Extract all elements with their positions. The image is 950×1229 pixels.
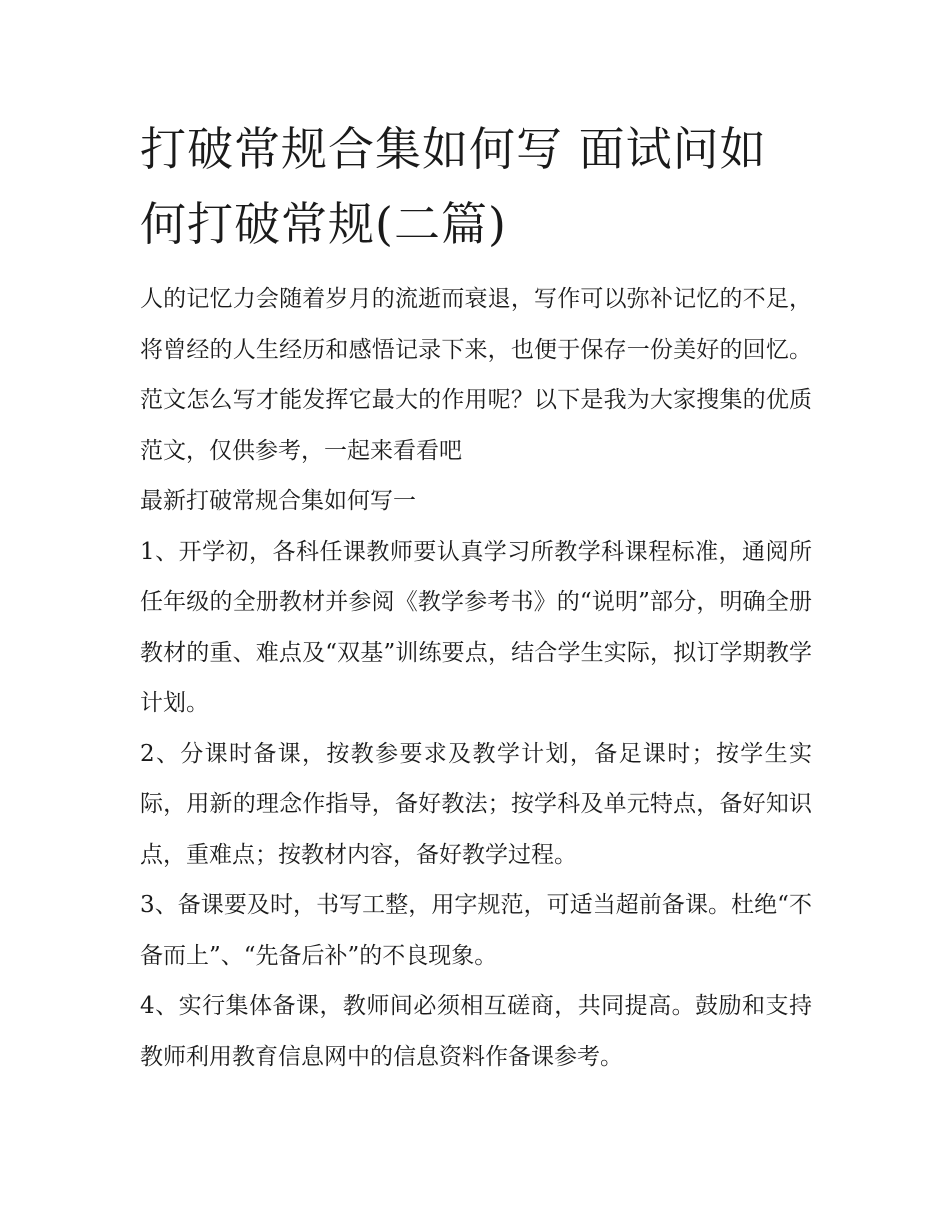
list-item-4: 4、实行集体备课，教师间必须相互磋商，共同提高。鼓励和支持教师利用教育信息网中的信息资料作备课参考。	[140, 993, 812, 1070]
list-item-1: 1、开学初，各科任课教师要认真学习所教学科课程标准，通阅所任年级的全册教材并参阅《教学参考书》的“说明”部分，明确全册教材的重、难点及“双基”训练要点，结合学生实际，拟订学期教学计划。	[140, 538, 812, 716]
list-item-3: 3、备课要及时，书写工整，用字规范，可适当超前备课。杜绝“不备而上”、“先备后补”的不良现象。	[140, 892, 812, 969]
list-item-2: 2、分课时备课，按教参要求及教学计划，备足课时；按学生实际，用新的理念作指导，备好教法；按学科及单元特点，备好知识点，重难点；按教材内容，备好教学过程。	[140, 740, 812, 868]
document-page	[140, 112, 812, 1082]
document-title: 打破常规合集如何写 面试问如何打破常规(二篇)	[140, 122, 767, 251]
section-heading: 最新打破常规合集如何写一	[140, 488, 416, 514]
intro-paragraph: 人的记忆力会随着岁月的流逝而衰退，写作可以弥补记忆的不足，将曾经的人生经历和感悟记录下来，也便于保存一份美好的回忆。范文怎么写才能发挥它最大的作用呢？以下是我为大家搜集的优质范文，仅供参考，一起来看看吧	[140, 286, 812, 464]
